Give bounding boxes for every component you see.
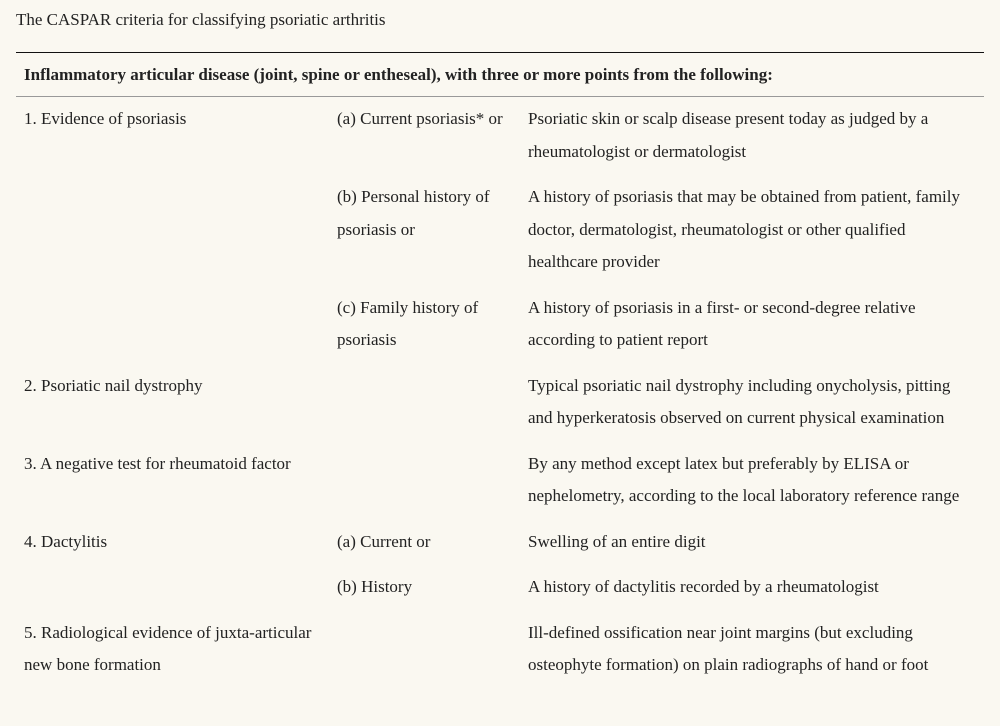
criterion-cell [16, 565, 329, 611]
caspar-table [16, 52, 984, 689]
table-row [16, 520, 984, 566]
sub-criterion-cell: (a) Current or [337, 531, 431, 551]
criterion-cell [16, 286, 329, 364]
table-row [16, 442, 984, 520]
description-cell: Psoriatic skin or scalp disease present today as judged by a rheumatologist or dermatologist [528, 109, 929, 161]
criterion-cell: 4. Dactylitis [24, 531, 108, 551]
description-cell: Typical psoriatic nail dystrophy including onycholysis, pitting and hyperkeratosis observed on current physical examination [528, 375, 951, 427]
sub-criterion-cell: (a) Current psoriasis* or [337, 109, 503, 128]
table-row [16, 611, 984, 689]
description-cell: A history of psoriasis that may be obtained from patient, family doctor, dermatologist, rheumatologist or other qualified healthcare provider [528, 187, 960, 271]
sub-criterion-cell: (b) History [337, 577, 413, 596]
description-cell: By any method except latex but preferably by ELISA or nephelometry, according to the local laboratory reference range [528, 453, 960, 505]
table-row [16, 97, 984, 176]
sub-criterion-cell: (b) Personal history of psoriasis or [337, 187, 490, 239]
criterion-cell: 3. A negative test for rheumatoid factor [24, 453, 291, 473]
criteria-table [16, 52, 984, 689]
sub-criterion-cell: (c) Family history of psoriasis [337, 297, 479, 349]
sub-criterion-cell [329, 442, 520, 520]
description-cell: Ill-defined ossification near joint margins (but excluding osteophyte formation) on plain radiographs of hand or foot [528, 622, 929, 674]
table-caption: The CASPAR criteria for classifying psoriatic arthritis [16, 10, 386, 29]
table-row [16, 175, 984, 286]
criterion-cell: 2. Psoriatic nail dystrophy [24, 375, 203, 395]
description-cell: A history of dactylitis recorded by a rheumatologist [528, 577, 879, 596]
table-header: Inflammatory articular disease (joint, spine or entheseal), with three or more points from the following: [24, 65, 773, 84]
criterion-cell [16, 175, 329, 286]
table-header-row [16, 53, 984, 97]
sub-criterion-cell [329, 364, 520, 442]
criterion-cell: 1. Evidence of psoriasis [24, 109, 187, 128]
description-cell: Swelling of an entire digit [528, 531, 706, 551]
table-row [16, 286, 984, 364]
table-row [16, 364, 984, 442]
criterion-cell: 5. Radiological evidence of juxta-articular new bone formation [24, 622, 312, 674]
table-row [16, 565, 984, 611]
sub-criterion-cell [329, 611, 520, 689]
description-cell: A history of psoriasis in a first- or second-degree relative according to patient report [528, 297, 916, 349]
